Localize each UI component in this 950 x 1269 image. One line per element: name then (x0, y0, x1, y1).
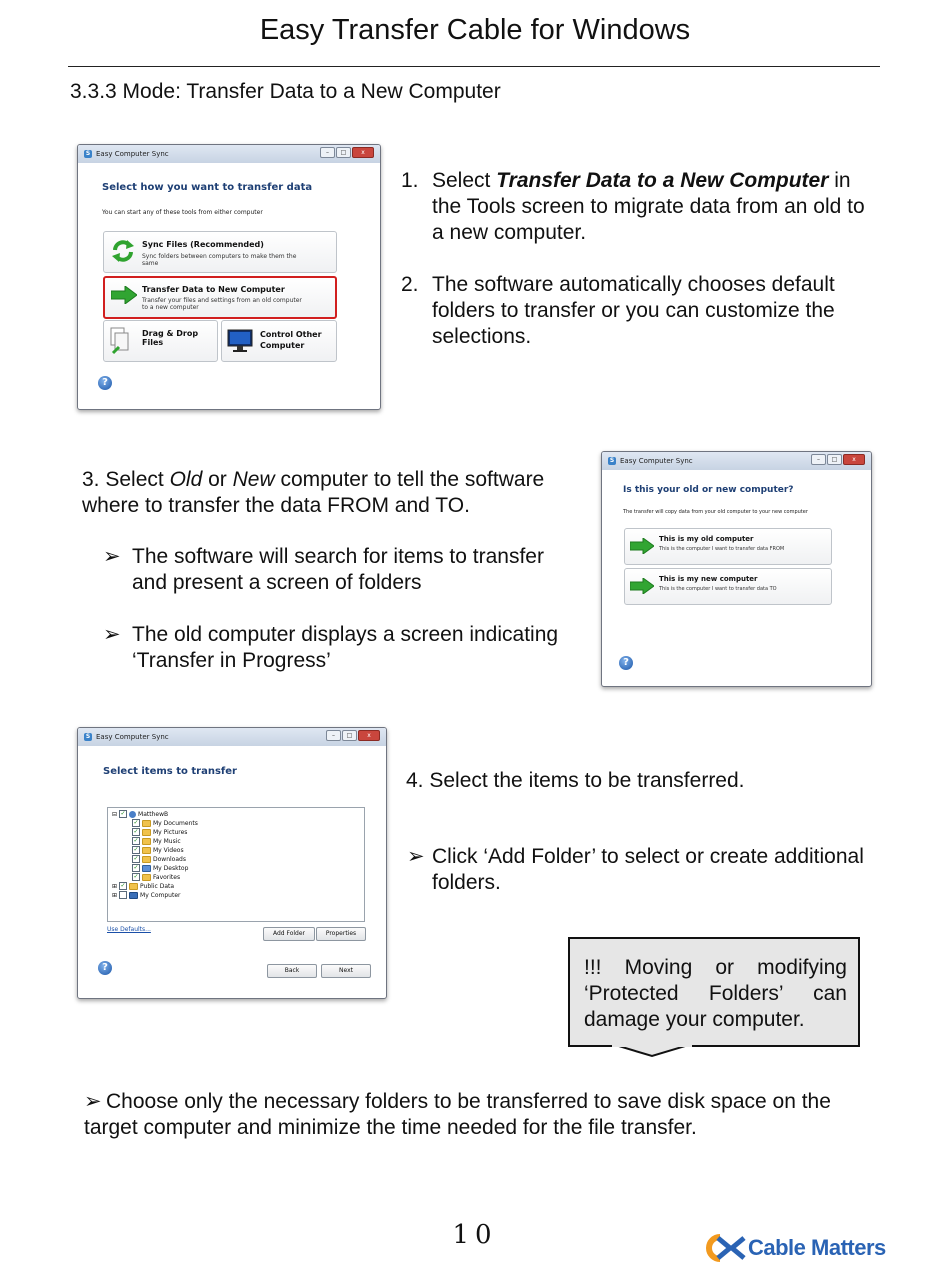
step-text: Select (432, 169, 497, 192)
desktop-icon (142, 865, 151, 872)
tree-row[interactable] (132, 828, 187, 836)
collapse-icon[interactable]: ⊟ (112, 810, 118, 818)
window-controls (326, 730, 380, 741)
tree-label: My Pictures (153, 828, 188, 836)
window-subtext: You can start any of these tools from either computer (102, 209, 263, 216)
app-icon: S (609, 457, 615, 464)
checkbox-icon[interactable]: ✓ (133, 819, 139, 826)
logo-mark-icon (700, 1232, 748, 1264)
green-arrow-icon (630, 578, 654, 594)
step-4: 4. Select the items to be transferred. (406, 769, 745, 792)
tree-row[interactable] (132, 837, 181, 845)
bullet-arrow-icon: ➢ (103, 623, 121, 646)
bullet-arrow-icon: ➢ (84, 1090, 102, 1113)
option-old-computer[interactable] (624, 528, 832, 565)
tree-label: Public Data (140, 882, 175, 890)
callout-tail (612, 1044, 692, 1058)
bullet-item (103, 622, 583, 674)
header-rule (68, 66, 880, 67)
checkbox-icon[interactable]: ✓ (133, 855, 139, 862)
maximize-icon[interactable]: □ (827, 454, 842, 465)
bullet-item (103, 544, 583, 596)
add-folder-button[interactable]: Add Folder (263, 927, 315, 941)
step-text: computer to tell the software where to transfer the data FROM and TO. (82, 468, 545, 517)
bullet-item (407, 844, 877, 896)
screenshot-select-transfer-mode (77, 144, 381, 410)
green-arrow-icon (111, 286, 137, 304)
step-text: or (202, 468, 233, 491)
option-title: This is my new computer (659, 575, 758, 583)
option-new-computer[interactable] (624, 568, 832, 605)
tree-label: Favorites (153, 873, 181, 881)
green-arrow-icon (630, 538, 654, 554)
step-emphasis: New (232, 468, 275, 491)
warning-callout (568, 937, 860, 1047)
folder-tree[interactable] (107, 807, 365, 922)
tree-row[interactable] (132, 819, 198, 827)
folder-icon (129, 883, 138, 890)
checkbox-icon[interactable]: ✓ (133, 846, 139, 853)
option-desc: Transfer your files and settings from an old computer to a new computer (142, 297, 302, 311)
option-transfer-data[interactable] (103, 276, 337, 319)
checkbox-icon[interactable]: ✓ (120, 810, 126, 817)
bullet-text: The software will search for items to transfer and present a screen of folders (132, 545, 544, 594)
user-icon (129, 811, 136, 818)
help-icon[interactable]: ? (98, 376, 112, 390)
window-heading: Select items to transfer (103, 766, 237, 777)
tree-label: My Documents (153, 819, 198, 827)
window-subtext: The transfer will copy data from your old computer to your new computer (623, 509, 808, 515)
bullet-text: The old computer displays a screen indicating ‘Transfer in Progress’ (132, 623, 559, 672)
step-emphasis: Old (169, 468, 203, 491)
bullet-text: Click ‘Add Folder’ to select or create additional folders. (432, 845, 864, 894)
step-emphasis: Transfer Data to a New Computer (496, 169, 829, 192)
checkbox-icon[interactable] (119, 891, 127, 899)
screenshot-select-items (77, 727, 387, 999)
tree-label: My Videos (153, 846, 184, 854)
folder-icon (142, 838, 151, 845)
folder-icon (142, 856, 151, 863)
minimize-icon[interactable]: – (811, 454, 826, 465)
checkbox-icon[interactable]: ✓ (133, 873, 139, 880)
bullet-arrow-icon: ➢ (407, 845, 425, 868)
tree-row[interactable] (112, 810, 168, 818)
folder-icon (142, 820, 151, 827)
next-button[interactable]: Next (321, 964, 371, 978)
option-title: Sync Files (Recommended) (142, 240, 264, 249)
tree-row[interactable] (132, 873, 180, 881)
option-desc: This is the computer I want to transfer data TO (659, 586, 777, 592)
window-title: Easy Computer Sync (96, 150, 169, 158)
warning-text: !!! Moving or modifying ‘Protected Folders’ can damage your computer. (584, 956, 847, 1031)
monitor-icon (227, 328, 253, 354)
folder-icon (142, 874, 151, 881)
window-heading: Is this your old or new computer? (623, 485, 794, 495)
option-sync-files[interactable] (103, 231, 337, 273)
checkbox-icon[interactable]: ✓ (133, 828, 139, 835)
window-title: Easy Computer Sync (96, 733, 169, 741)
step-number: 1. (401, 169, 419, 192)
use-defaults-link[interactable]: Use Defaults... (107, 926, 151, 933)
page-number: 10 (452, 1220, 498, 1250)
tree-label: My Music (153, 837, 181, 845)
computer-icon (129, 892, 138, 899)
option-title: Transfer Data to New Computer (142, 285, 285, 294)
tree-label: MatthewB (138, 810, 169, 818)
tree-label: My Computer (140, 891, 181, 899)
screenshot-old-or-new (601, 451, 872, 687)
tree-row[interactable] (132, 855, 186, 863)
logo-text: Cable Matters (748, 1235, 886, 1260)
app-icon: S (85, 150, 91, 157)
option-drag-drop[interactable] (103, 320, 218, 362)
properties-button[interactable]: Properties (316, 927, 366, 941)
page-title: Easy Transfer Cable for Windows (259, 14, 691, 46)
tree-row[interactable] (132, 864, 188, 872)
back-button[interactable]: Back (267, 964, 317, 978)
tree-label: Downloads (153, 855, 186, 863)
step-1 (401, 168, 881, 246)
option-title: This is my old computer (659, 535, 754, 543)
option-desc: Sync folders between computers to make them the same (142, 253, 297, 267)
checkbox-icon[interactable]: ✓ (133, 837, 139, 844)
section-heading: 3.3.3 Mode: Transfer Data to a New Computer (70, 80, 501, 103)
close-icon[interactable]: x (358, 730, 380, 741)
expand-icon[interactable]: ⊞ (112, 891, 118, 899)
cable-matters-logo (700, 1232, 886, 1264)
step-text: The software automatically chooses default folders to transfer or you can customize the selections. (432, 273, 835, 348)
close-icon[interactable]: x (352, 147, 374, 158)
checkbox-icon[interactable]: ✓ (120, 882, 126, 889)
maximize-icon[interactable]: □ (336, 147, 351, 158)
checkbox-icon[interactable]: ✓ (133, 864, 139, 871)
folder-icon (142, 847, 151, 854)
step-number: 2. (401, 273, 419, 296)
maximize-icon[interactable]: □ (342, 730, 357, 741)
option-title: Drag & Drop Files (142, 329, 199, 347)
window-controls (811, 454, 865, 465)
step-text: 3. Select (82, 468, 170, 491)
step-3 (82, 467, 582, 519)
minimize-icon[interactable]: – (326, 730, 341, 741)
step-text: in the Tools screen to migrate data from an old to a new computer. (432, 169, 865, 244)
tree-row[interactable] (112, 891, 181, 899)
final-note (84, 1089, 864, 1141)
option-title: Control Other Computer (260, 330, 322, 350)
folder-icon (142, 829, 151, 836)
sync-icon (110, 238, 136, 264)
tree-label: My Desktop (153, 864, 189, 872)
bullet-arrow-icon: ➢ (103, 545, 121, 568)
expand-icon[interactable]: ⊞ (112, 882, 118, 890)
tree-row[interactable] (132, 846, 184, 854)
tree-row[interactable] (112, 882, 174, 890)
minimize-icon[interactable]: – (320, 147, 335, 158)
app-icon: S (85, 733, 91, 740)
files-icon (109, 327, 131, 355)
step-2 (401, 272, 881, 350)
option-control-other[interactable] (221, 320, 337, 362)
option-desc: This is the computer I want to transfer data FROM (659, 546, 785, 552)
help-icon[interactable]: ? (98, 961, 112, 975)
close-icon[interactable]: x (843, 454, 865, 465)
window-title: Easy Computer Sync (620, 457, 693, 465)
window-controls (320, 147, 374, 158)
final-note-text: Choose only the necessary folders to be transferred to save disk space on the target computer and minimize the time needed for the file transfer. (84, 1090, 831, 1139)
window-heading: Select how you want to transfer data (102, 182, 313, 193)
help-icon[interactable]: ? (619, 656, 633, 670)
